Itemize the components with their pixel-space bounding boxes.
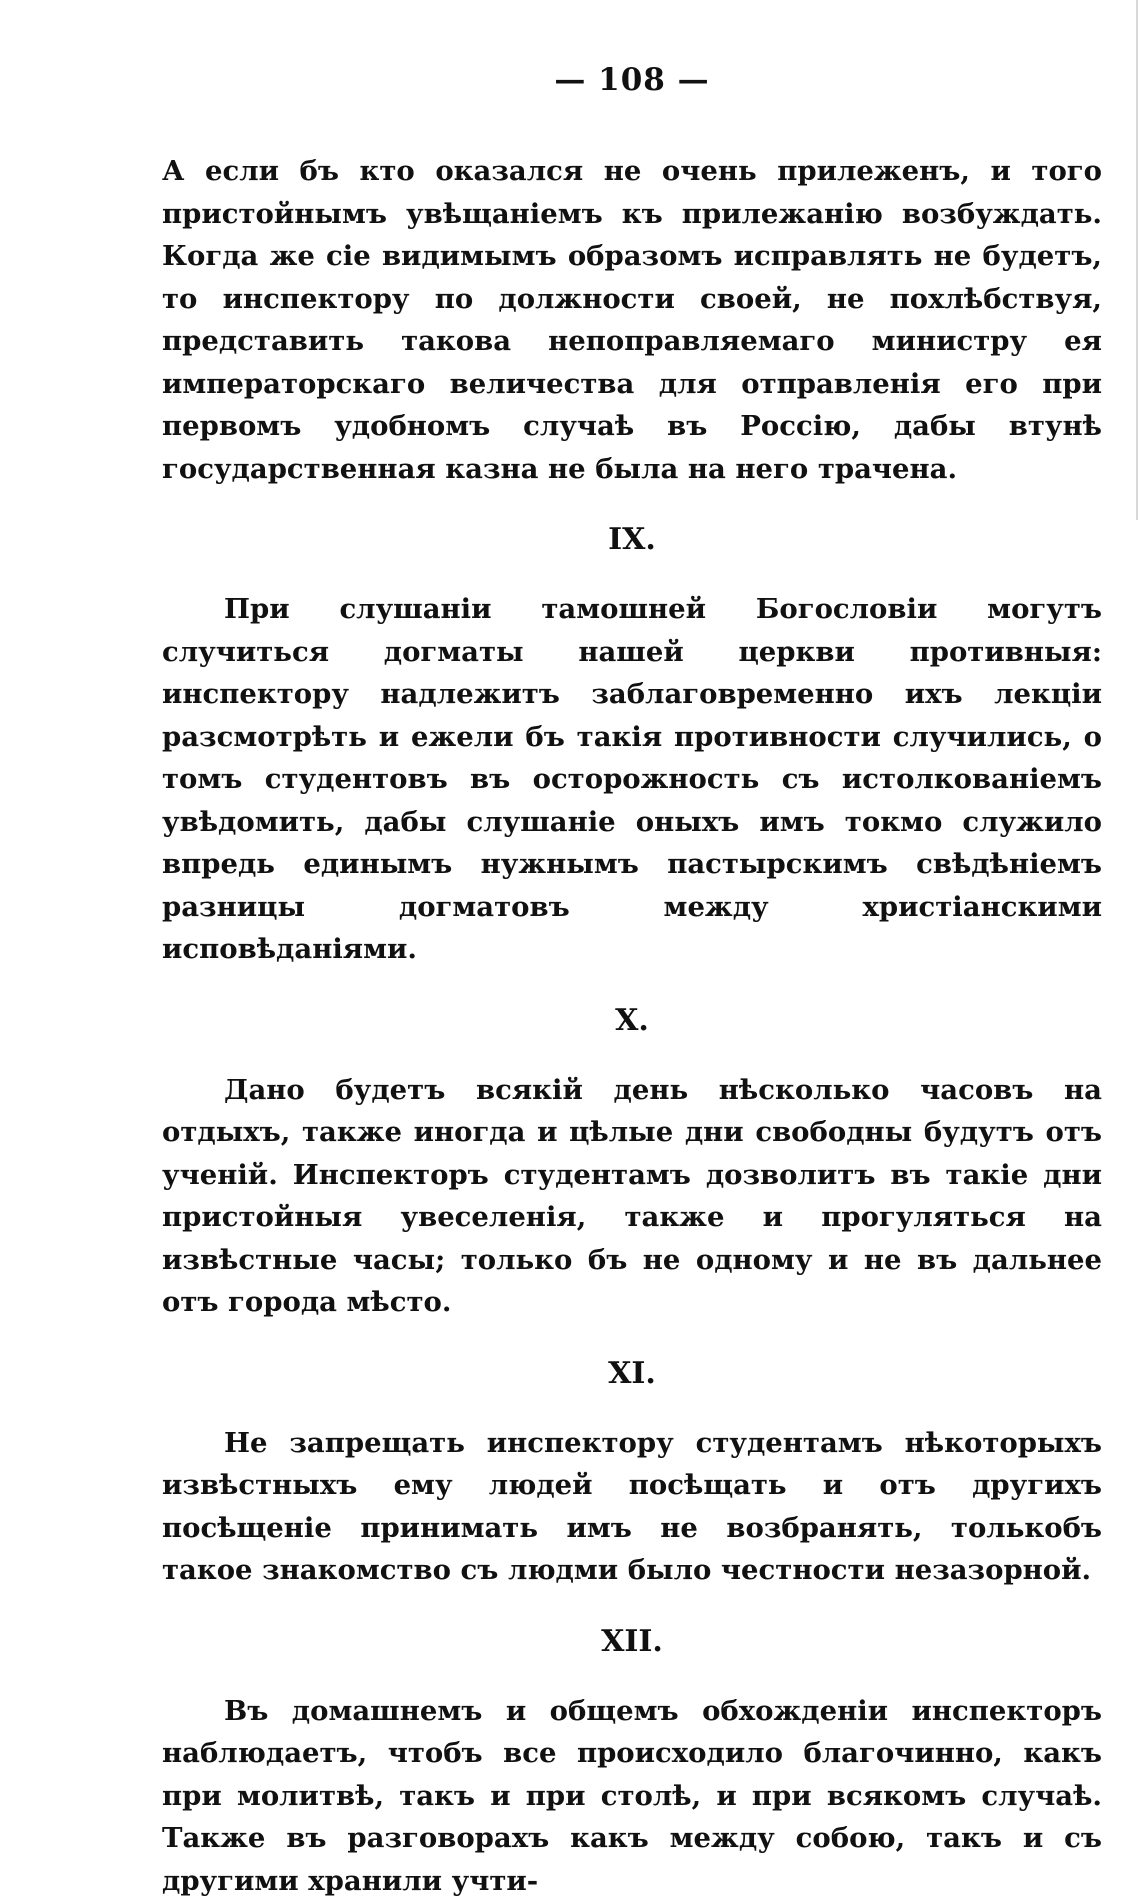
paragraph-xi: Не запрещать инспектору студентамъ нѣкоторыхъ извѣстныхъ ему людей посѣщать и отъ другихъ посѣщеніе принимать имъ не возбранять, толькобъ такое знакомство съ людми было честности незазорной. (162, 1422, 1102, 1592)
paragraph-x: Дано будетъ всякій день нѣсколько часовъ на отдыхъ, также иногда и цѣлые дни свободны будутъ отъ ученій. Инспекторъ студентамъ дозволитъ въ такіе дни пристойныя увеселенія, также и прогуляться на извѣстные часы; только бъ не одному и не въ дальнее отъ города мѣсто. (162, 1069, 1102, 1324)
paragraph-ix: При слушаніи тамошней Богословіи могутъ случиться догматы нашей церкви противныя: инспектору надлежитъ заблаговременно ихъ лекціи разсмотрѣть и ежели бъ такія противности случились, о томъ студентовъ въ осторожность съ истолкованіемъ увѣдомить, дабы слушаніе оныхъ имъ токмо служило впредь единымъ нужнымъ пастырскимъ свѣдѣніемъ разницы догматовъ между христіанскими исповѣданіями. (162, 588, 1102, 971)
section-heading-xii: XII. (162, 1622, 1102, 1662)
section-heading-ix: IX. (162, 520, 1102, 560)
section-heading-x: X. (162, 1001, 1102, 1041)
page-number: — 108 — (162, 60, 1102, 100)
section-heading-xi: XI. (162, 1354, 1102, 1394)
paragraph-xii: Въ домашнемъ и общемъ обхожденіи инспекторъ наблюдаетъ, чтобъ все происходило благочинно, какъ при молитвѣ, такъ и при столѣ, и при всякомъ случаѣ. Также въ разговорахъ какъ между собою, такъ и съ другими хранили учти- (162, 1690, 1102, 1902)
document-page (162, 60, 1102, 1902)
page-edge-shadow (1136, 0, 1138, 520)
paragraph-continuation: А если бъ кто оказался не очень прилеженъ, и того пристойнымъ увѣщаніемъ къ прилежанію возбуждать. Когда же сіе видимымъ образомъ исправлять не будетъ, то инспектору по должности своей, не похлѣбствуя, представить такова непоправляемаго министру ея императорскаго величества для отправленія его при первомъ удобномъ случаѣ въ Россію, дабы втунѣ государственная казна не была на него трачена. (162, 150, 1102, 490)
